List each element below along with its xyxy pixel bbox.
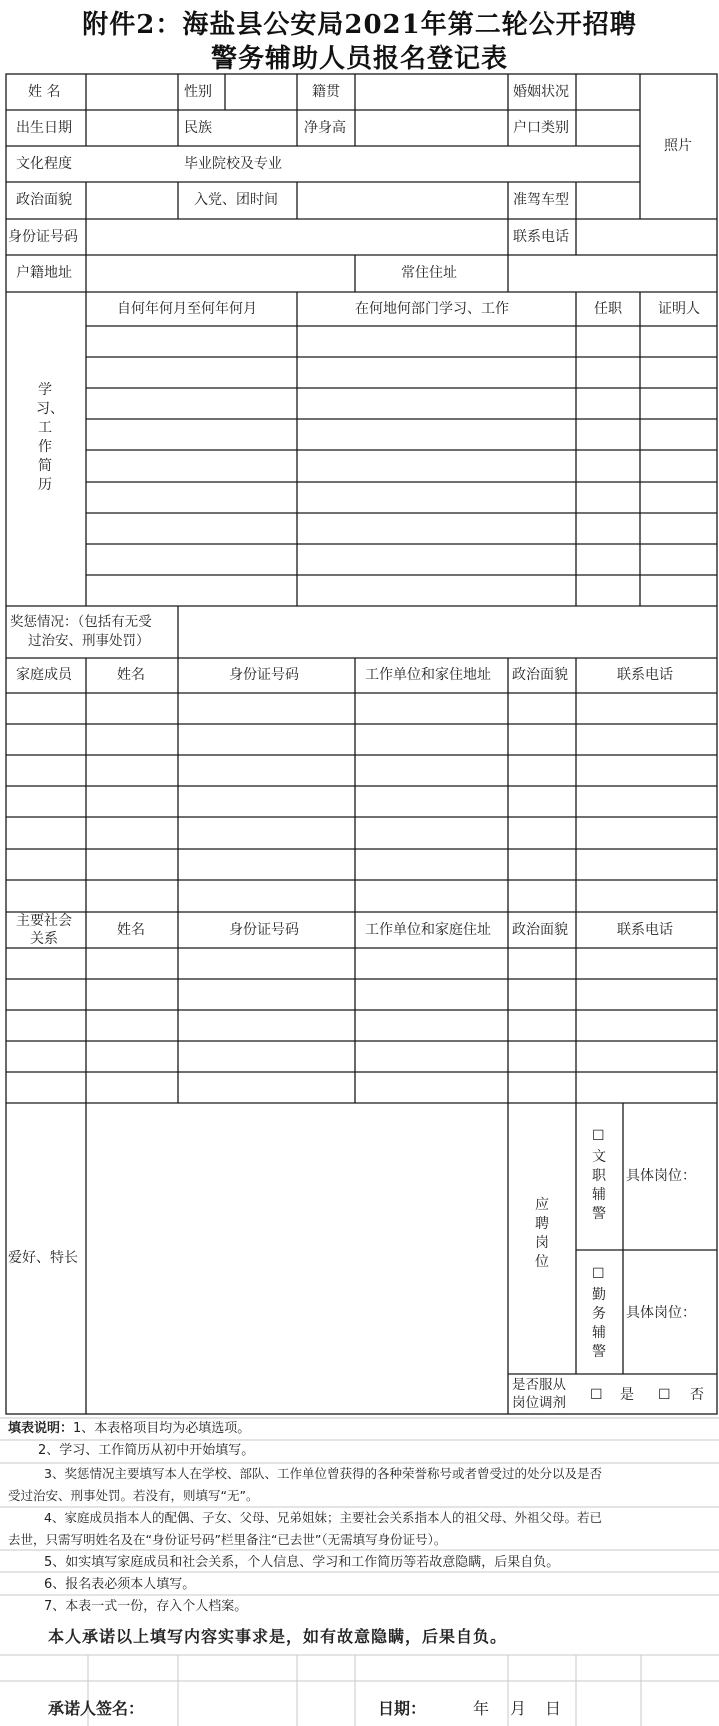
note-3a: 3、奖惩情况主要填写本人在学校、部队、工作单位曾获得的各种荣誉称号或者曾受过的处分以及是否 <box>44 1466 602 1481</box>
accept-adjust-line1: 是否服从 <box>512 1377 566 1393</box>
note-6: 6、报名表必须本人填写。 <box>44 1577 196 1592</box>
hukou-type-label: 户口类别 <box>513 120 569 136</box>
hukou-address-label: 户籍地址 <box>16 265 72 281</box>
social-label-line1: 主要社会 <box>16 913 72 929</box>
specific-position-label-2: 具体岗位： <box>626 1305 696 1321</box>
social-header-political: 政治面貌 <box>512 922 568 938</box>
height-label: 净身高 <box>304 120 346 136</box>
civil-checkbox[interactable]: ☐ <box>592 1128 605 1144</box>
school-major-label: 毕业院校及专业 <box>184 156 282 172</box>
party-join-time-label: 入党、团时间 <box>194 192 278 208</box>
resume-side-label: 学习、工作简历 <box>36 382 64 493</box>
signer-label: 承诺人签名： <box>48 1699 145 1718</box>
social-label-line2: 关系 <box>30 931 58 947</box>
hobby-label: 爱好、特长 <box>8 1250 78 1266</box>
family-header-political: 政治面貌 <box>512 667 568 683</box>
note-2: 2、学习、工作简历从初中开始填写。 <box>38 1443 255 1458</box>
education-label: 文化程度 <box>16 156 72 172</box>
form-title-line2: 警务辅助人员报名登记表 <box>210 44 508 74</box>
specific-position-label-1: 具体岗位： <box>626 1168 696 1184</box>
date-month: 月 <box>510 1699 527 1718</box>
note-7: 7、本表一式一份，存入个人档案。 <box>44 1599 248 1614</box>
note-4a: 4、家庭成员指本人的配偶、子女、父母、兄弟姐妹；主要社会关系指本人的祖父母、外祖父母。若已 <box>44 1510 602 1525</box>
family-header-name: 姓名 <box>117 667 145 683</box>
id-number-label: 身份证号码 <box>8 229 78 245</box>
phone-label: 联系电话 <box>513 229 569 245</box>
native-place-label: 籍贯 <box>312 84 340 100</box>
resume-header-position: 任职 <box>594 301 622 317</box>
ethnicity-label: 民族 <box>184 120 212 136</box>
family-header-address: 工作单位和家住地址 <box>365 667 491 683</box>
no-label: 否 <box>690 1387 704 1403</box>
resume-header-witness: 证明人 <box>658 301 700 317</box>
social-header-id: 身份证号码 <box>229 922 299 938</box>
driving-license-label: 准驾车型 <box>513 192 569 208</box>
yes-checkbox[interactable]: ☐ <box>590 1387 603 1403</box>
note-3b: 受过治安、刑事处罚。若没有，则填写“无”。 <box>8 1488 259 1503</box>
political-status-label: 政治面貌 <box>16 192 72 208</box>
duty-checkbox[interactable]: ☐ <box>592 1266 605 1282</box>
date-day: 日 <box>545 1699 562 1718</box>
marital-status-label: 婚姻状况 <box>513 84 569 100</box>
awards-label-line2: 过治安、刑事处罚） <box>28 633 150 649</box>
name-label: 姓 名 <box>28 84 61 100</box>
residence-address-label: 常住住址 <box>401 265 457 281</box>
commitment-statement: 本人承诺以上填写内容实事求是，如有故意隐瞒，后果自负。 <box>48 1627 508 1646</box>
yes-label: 是 <box>620 1387 634 1403</box>
birth-date-label: 出生日期 <box>16 120 72 136</box>
no-checkbox[interactable]: ☐ <box>658 1387 671 1403</box>
notes-line-1 <box>8 1419 250 1438</box>
accept-adjust-line2: 岗位调剂 <box>512 1395 566 1411</box>
social-header-name: 姓名 <box>117 922 145 938</box>
photo-label: 照片 <box>664 138 692 154</box>
notes-heading: 填表说明： <box>8 1421 74 1436</box>
form-title-line1: 附件2：海盐县公安局2021年第二轮公开招聘 <box>82 10 637 40</box>
family-header-id: 身份证号码 <box>229 667 299 683</box>
date-label: 日期： <box>378 1699 427 1718</box>
date-year: 年 <box>473 1699 490 1718</box>
duty-auxiliary-label: 勤务辅警 <box>592 1287 606 1360</box>
note-5: 5、如实填写家庭成员和社会关系，个人信息、学习和工作简历等若故意隐瞒，后果自负。 <box>44 1555 560 1570</box>
social-header-address: 工作单位和家庭住址 <box>365 922 491 938</box>
resume-header-place: 在何地何部门学习、工作 <box>355 301 509 317</box>
gender-label: 性别 <box>184 84 212 100</box>
social-header-phone: 联系电话 <box>617 922 673 938</box>
family-header-phone: 联系电话 <box>617 667 673 683</box>
note-1: 1、本表格项目均为必填选项。 <box>73 1421 251 1436</box>
position-applied-label: 应聘岗位 <box>535 1197 549 1270</box>
note-4b: 去世，只需写明姓名及在“身份证号码”栏里备注“已去世”（无需填写身份证号）。 <box>8 1532 447 1547</box>
awards-label-line1: 奖惩情况：（包括有无受 <box>10 614 152 630</box>
civil-auxiliary-label: 文职辅警 <box>592 1149 606 1222</box>
family-label: 家庭成员 <box>16 667 72 683</box>
resume-header-period: 自何年何月至何年何月 <box>117 301 257 317</box>
